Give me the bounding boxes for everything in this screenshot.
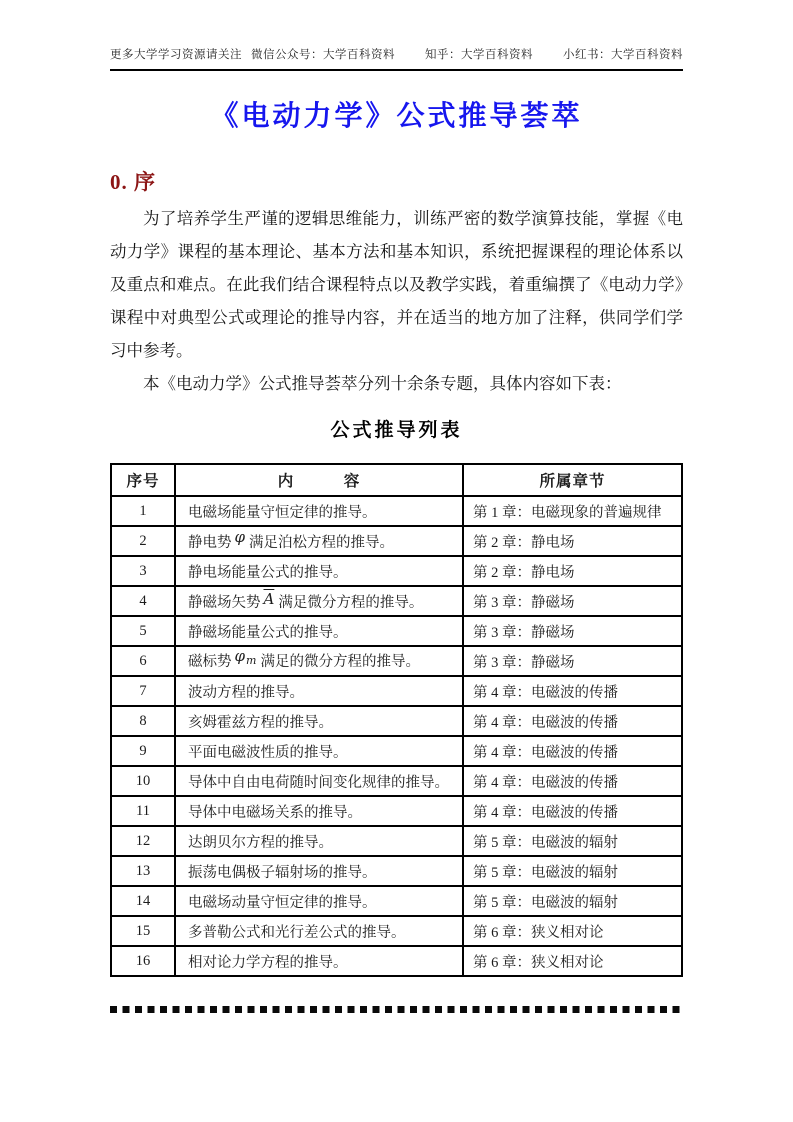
row-no: 8	[111, 706, 175, 736]
row-content-text: 磁标势	[188, 654, 232, 670]
table-row	[111, 766, 682, 796]
row-chapter: 第 5 章：电磁波的辐射	[463, 886, 682, 916]
row-content: 亥姆霍兹方程的推导。	[175, 706, 463, 736]
header-promo-group	[110, 46, 395, 62]
row-content-text: 满足的微分方程的推导。	[260, 654, 420, 670]
phi-m-symbol	[235, 647, 257, 665]
row-no: 2	[111, 526, 175, 556]
row-chapter: 第 1 章：电磁现象的普遍规律	[463, 496, 682, 526]
row-content-text: 静电势	[188, 534, 232, 551]
header-wechat-label: 微信公众号：大学百科资料	[251, 49, 395, 61]
col-header-content: 内 容	[175, 464, 463, 496]
table-row	[111, 946, 682, 976]
table-title: 公式推导列表	[330, 420, 463, 441]
table-row	[111, 826, 682, 856]
phi-glyph: φ	[234, 647, 246, 665]
preface-paragraph: 为了培养学生严谨的逻辑思维能力，训练严密的数学演算技能，掌握《电动力学》课程的基本理论、基本方法和基本知识，系统把握课程的理论体系以及重点和难点。在此我们结合课程特点以及教学实践，着重编撰了《电动力学》课程中对典型公式或理论的推导内容，并在适当的地方加了注释，供同学们学习中参考。	[110, 209, 683, 360]
row-chapter: 第 5 章：电磁波的辐射	[463, 856, 682, 886]
row-no: 16	[111, 946, 175, 976]
row-no: 1	[111, 496, 175, 526]
header-promo-text: 更多大学学习资源请关注	[110, 49, 242, 61]
table-row	[111, 556, 682, 586]
table-row	[111, 676, 682, 706]
row-content: 电磁场能量守恒定律的推导。	[175, 496, 463, 526]
row-content: 平面电磁波性质的推导。	[175, 736, 463, 766]
row-chapter: 第 3 章：静磁场	[463, 616, 682, 646]
row-content-text: 满足微分方程的推导。	[278, 594, 424, 611]
row-no: 10	[111, 766, 175, 796]
row-content: 电磁场动量守恒定律的推导。	[175, 886, 463, 916]
row-content: 达朗贝尔方程的推导。	[175, 826, 463, 856]
row-content: 相对论力学方程的推导。	[175, 946, 463, 976]
row-chapter: 第 4 章：电磁波的传播	[463, 766, 682, 796]
row-chapter: 第 4 章：电磁波的传播	[463, 796, 682, 826]
table-row	[111, 586, 682, 616]
row-chapter: 第 2 章：静电场	[463, 556, 682, 586]
table-row	[111, 706, 682, 736]
page-header	[110, 46, 683, 71]
table-row	[111, 796, 682, 826]
table-row	[111, 856, 682, 886]
col-header-chapter: 所属章节	[463, 464, 682, 496]
row-content	[175, 526, 463, 556]
row-no: 9	[111, 736, 175, 766]
document-title: 《电动力学》公式推导荟萃	[210, 101, 583, 132]
row-content: 导体中自由电荷随时间变化规律的推导。	[175, 766, 463, 796]
table-row	[111, 886, 682, 916]
row-chapter: 第 6 章：狭义相对论	[463, 916, 682, 946]
dashed-divider	[110, 1006, 683, 1013]
phi-symbol: φ	[234, 527, 246, 546]
formula-derivation-table	[110, 463, 683, 977]
header-zhihu-label: 知乎：大学百科资料	[425, 49, 533, 61]
row-content-text: 满足泊松方程的推导。	[249, 534, 395, 551]
row-no: 4	[111, 586, 175, 616]
row-no: 5	[111, 616, 175, 646]
row-chapter: 第 2 章：静电场	[463, 526, 682, 556]
table-row	[111, 736, 682, 766]
row-no: 15	[111, 916, 175, 946]
row-no: 6	[111, 646, 175, 676]
section-heading-preface: 0. 序	[110, 170, 156, 194]
row-content: 多普勒公式和光行差公式的推导。	[175, 916, 463, 946]
row-no: 7	[111, 676, 175, 706]
row-no: 11	[111, 796, 175, 826]
row-no: 13	[111, 856, 175, 886]
row-no: 14	[111, 886, 175, 916]
header-xiaohongshu-label: 小红书：大学百科资料	[563, 49, 683, 61]
row-content	[175, 646, 463, 676]
row-chapter: 第 4 章：电磁波的传播	[463, 736, 682, 766]
vector-A-symbol: $\overline{A}$	[263, 589, 275, 608]
row-chapter: 第 5 章：电磁波的辐射	[463, 826, 682, 856]
row-content: 导体中电磁场关系的推导。	[175, 796, 463, 826]
row-content-text: 静磁场矢势	[188, 594, 261, 611]
row-chapter: 第 6 章：狭义相对论	[463, 946, 682, 976]
row-content: 振荡电偶极子辐射场的推导。	[175, 856, 463, 886]
table-row	[111, 646, 682, 676]
row-chapter: 第 3 章：静磁场	[463, 646, 682, 676]
table-row	[111, 496, 682, 526]
table-row	[111, 616, 682, 646]
row-chapter: 第 4 章：电磁波的传播	[463, 676, 682, 706]
row-chapter: 第 4 章：电磁波的传播	[463, 706, 682, 736]
row-content: 静磁场能量公式的推导。	[175, 616, 463, 646]
row-content: 波动方程的推导。	[175, 676, 463, 706]
col-header-no: 序号	[111, 464, 175, 496]
row-no: 12	[111, 826, 175, 856]
intro-table-paragraph: 本《电动力学》公式推导荟萃分列十余条专题，具体内容如下表：	[143, 374, 622, 393]
table-row	[111, 526, 682, 556]
table-header-row	[111, 464, 682, 496]
row-chapter: 第 3 章：静磁场	[463, 586, 682, 616]
row-content: 静电场能量公式的推导。	[175, 556, 463, 586]
row-content	[175, 586, 463, 616]
row-no: 3	[111, 556, 175, 586]
subscript-m: m	[246, 654, 257, 667]
table-row	[111, 916, 682, 946]
